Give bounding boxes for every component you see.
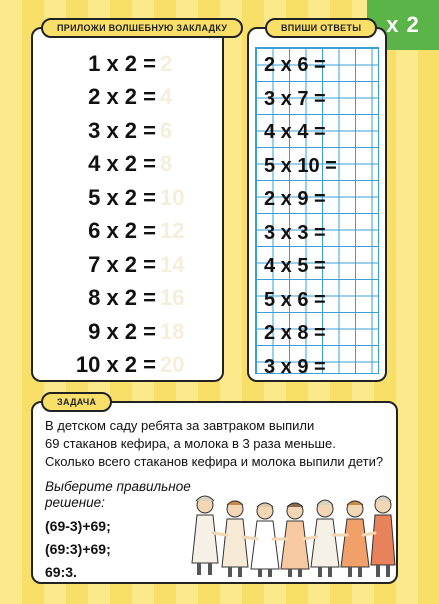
- child-figure-1: [192, 496, 218, 575]
- multiplier-badge: x 2: [367, 0, 439, 50]
- hint-answer: 2: [160, 50, 173, 76]
- child-figure-6: [341, 501, 369, 577]
- times-table-list: [33, 47, 222, 382]
- answer-option[interactable]: (69-3)+69;: [45, 518, 111, 534]
- exercise-item[interactable]: 2 x 9 =: [264, 188, 326, 211]
- children-illustration: [191, 493, 396, 581]
- hint-answer: 20: [160, 352, 185, 378]
- table-row: 5 x 2 = 10: [33, 181, 222, 215]
- table-row: 6 x 2 = 12: [33, 215, 222, 249]
- answer-options: [45, 515, 111, 584]
- problem-text: В детском саду ребята за завтраком выпили 69 стаканов кефира, а молока в 3 раза меньше. Сколько всего стаканов кефира и молока выпили дети?: [45, 418, 384, 469]
- exercise-item[interactable]: 2 x 8 =: [264, 322, 326, 345]
- hint-answer: 6: [160, 117, 173, 143]
- table-row: 2 x 2 = 4: [33, 81, 222, 115]
- hint-answer: 10: [160, 184, 185, 210]
- child-figure-2: [222, 501, 248, 577]
- exercise-list: [264, 49, 337, 384]
- word-problem-panel: [31, 397, 398, 584]
- table-row: 3 x 2 = 6: [33, 114, 222, 148]
- exercise-item[interactable]: 2 x 6 =: [264, 54, 326, 77]
- child-figure-7: [371, 496, 395, 577]
- hint-answer: 18: [160, 318, 185, 344]
- table-row: 7 x 2 = 14: [33, 248, 222, 282]
- hint-answer: 16: [160, 285, 185, 311]
- table-row: 4 x 2 = 8: [33, 148, 222, 182]
- answers-panel: [247, 23, 387, 382]
- choose-instruction: Выберите правильное решение:: [45, 479, 191, 510]
- exercise-item[interactable]: 3 x 7 =: [264, 87, 326, 110]
- word-problem-tab: ЗАДАЧА: [41, 392, 112, 412]
- times-table-tab: ПРИЛОЖИ ВОЛШЕБНУЮ ЗАКЛАДКУ: [41, 18, 243, 38]
- hint-answer: 4: [160, 84, 173, 110]
- table-row: 10 x 2 = 20: [33, 349, 222, 383]
- answer-option[interactable]: 69:3.: [45, 564, 77, 580]
- hint-answer: 8: [160, 151, 173, 177]
- answer-option[interactable]: (69:3)+69;: [45, 541, 111, 557]
- table-row: 8 x 2 = 16: [33, 282, 222, 316]
- exercise-item[interactable]: 3 x 9 =: [264, 355, 326, 378]
- exercise-item[interactable]: 5 x 10 =: [264, 154, 337, 177]
- hint-answer: 14: [160, 251, 185, 277]
- table-row: 9 x 2 = 18: [33, 315, 222, 349]
- exercise-item[interactable]: 4 x 4 =: [264, 121, 326, 144]
- table-row: 1 x 2 = 2: [33, 47, 222, 81]
- exercise-item[interactable]: 3 x 3 =: [264, 221, 326, 244]
- answers-tab: ВПИШИ ОТВЕТЫ: [265, 18, 377, 38]
- exercise-item[interactable]: 5 x 6 =: [264, 288, 326, 311]
- exercise-item[interactable]: 4 x 5 =: [264, 255, 326, 278]
- times-table-panel: [31, 23, 228, 382]
- hint-answer: 12: [160, 218, 185, 244]
